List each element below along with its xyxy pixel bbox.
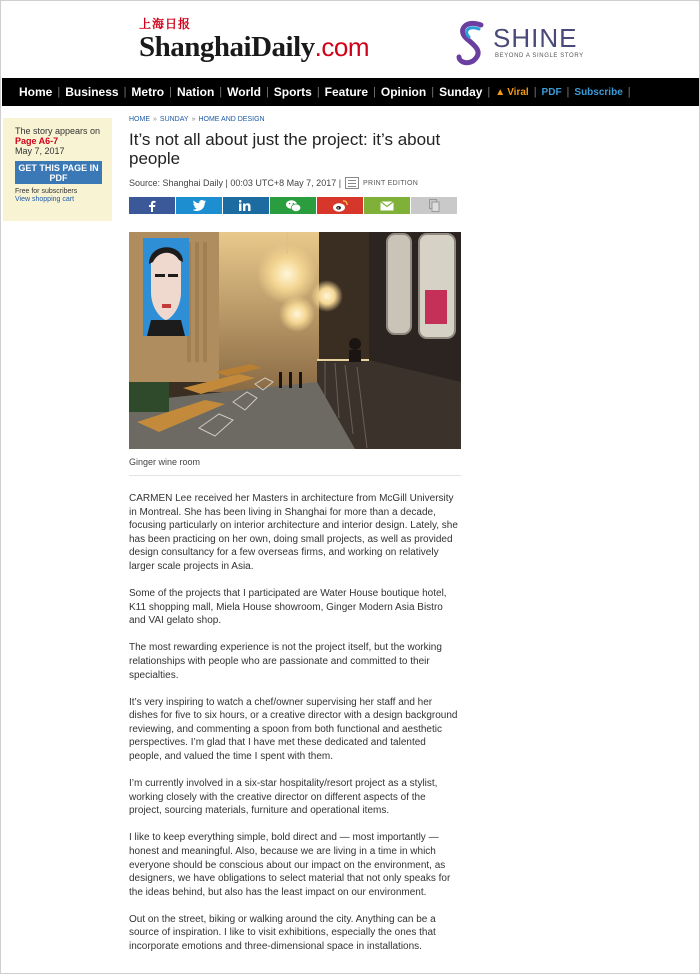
article-paragraph: CARMEN Lee received her Masters in architecture from McGill University in Montreal. She has been living in Shanghai for more than a decade, focusing particularly on interior architecture and interior design. Lately, she has been practicing on her own, doing small projects, as well as provided design consultancy for a few overseas firms, and working on relatively larger scale projects in Asia. (129, 493, 458, 572)
breadcrumb-home-and-design[interactable]: HOME AND DESIGN (198, 116, 265, 123)
nav-nation[interactable]: Nation (176, 85, 215, 99)
article (129, 115, 461, 967)
share-weibo-button[interactable] (317, 197, 363, 214)
shine-tagline: BEYOND A SINGLE STORY (495, 53, 584, 59)
nav-separator: | (57, 86, 61, 98)
logo-dotcom-text: .com (314, 32, 369, 62)
article-paragraph: It’s very inspiring to watch a chef/owner supervising her staff and her dishes for five to six hours, or a creative director with a design background reviewing, and commenting a spoon from both functional and aesthetic perspectives. I’m glad that I have met these dedicated and talented people, and valued the time I spent with them. (129, 696, 458, 762)
logo-wordmark (139, 32, 369, 62)
nav-feature[interactable]: Feature (324, 85, 369, 99)
logo-main-text: ShanghaiDaily (139, 31, 315, 63)
breadcrumb-separator: » (191, 116, 196, 123)
nav-separator: | (533, 86, 537, 98)
print-edition-link[interactable]: PRINT EDITION (363, 179, 419, 187)
subscribers-note: Free for subscribers (15, 188, 78, 195)
print-edition-icon[interactable] (345, 177, 359, 189)
share-facebook-button[interactable] (129, 197, 175, 214)
article-headline: It’s not all about just the project: it’s about people (129, 130, 441, 168)
shine-logo[interactable] (455, 17, 585, 67)
nav-business[interactable]: Business (65, 85, 119, 99)
wechat-icon (286, 200, 301, 212)
nav-separator: | (627, 86, 631, 98)
share-twitter-button[interactable] (176, 197, 222, 214)
nav-subscribe[interactable]: Subscribe (574, 86, 623, 98)
article-photo (129, 232, 461, 449)
breadcrumb-separator: » (153, 116, 157, 123)
share-wechat-button[interactable] (270, 197, 316, 214)
nav-separator: | (316, 86, 320, 98)
share-email-button[interactable] (364, 197, 410, 214)
linkedin-icon (239, 200, 253, 211)
masthead (1, 1, 700, 77)
email-icon (380, 201, 394, 211)
twitter-icon (193, 200, 206, 211)
nav-viral[interactable] (490, 87, 533, 98)
article-paragraph: Out on the street, biking or walking around the city. Anything can be a source of inspiration. I like to visit exhibitions, especially the ones that incorporate emotions and three-dimensional space in installations. (129, 913, 436, 953)
shine-s-icon (455, 17, 489, 67)
article-paragraph: I like to keep everything simple, bold direct and — most importantly — honest and meaningful. Also, because we are living in a time in which everyone should be conscious about our impact on the environment, as designers, we have obligations to select material that not only speaks for the ideas behind, but also has the least impact on our environment. (129, 832, 451, 898)
nav-sports[interactable]: Sports (273, 85, 312, 99)
article-paragraph: I’m currently involved in a six-star hospitality/resort project as a stylist, working closely with the creative director on different aspects of the project, sourcing materials, furniture and operational items. (129, 778, 438, 817)
wine-room-illustration (129, 232, 461, 449)
copy-icon (429, 199, 440, 212)
edition-date: May 7, 2017 (15, 146, 65, 156)
nav-separator: | (169, 86, 172, 98)
photo-caption: Ginger wine room (129, 457, 461, 476)
nav-world[interactable]: World (227, 85, 261, 99)
get-page-pdf-button[interactable]: GET THIS PAGE IN PDF (15, 161, 102, 184)
nav-separator: | (219, 86, 223, 98)
nav-viral-label: Viral (507, 86, 529, 98)
nav-metro[interactable]: Metro (131, 85, 165, 99)
nav-separator: | (566, 86, 570, 98)
story-appears-on-label: The story appears on (15, 126, 101, 136)
breadcrumb (129, 115, 461, 125)
article-body (129, 492, 461, 954)
nav-home[interactable]: Home (19, 85, 53, 99)
facebook-icon (147, 200, 157, 212)
nav-separator: | (431, 86, 435, 98)
nav-separator: | (265, 86, 269, 98)
shanghai-daily-logo[interactable] (139, 15, 369, 62)
nav-separator: | (373, 86, 376, 98)
fire-icon: ▲ (495, 86, 506, 98)
print-edition-sidebar (3, 118, 112, 221)
share-linkedin-button[interactable] (223, 197, 269, 214)
weibo-icon (333, 200, 348, 212)
breadcrumb-sunday[interactable]: SUNDAY (159, 116, 189, 123)
nav-separator: | (123, 86, 127, 98)
article-paragraph: The most rewarding experience is not the project itself, but the working relationships with people who are passionate and committed to their specialties. (129, 642, 442, 681)
page-number-link[interactable]: Page A6-7 (15, 136, 59, 146)
article-byline (129, 176, 461, 190)
logo-chinese-text: 上海日报 (139, 17, 192, 31)
breadcrumb-home[interactable]: HOME (129, 116, 150, 123)
article-paragraph: Some of the projects that I participated are Water House boutique hotel, K11 shopping mall, Miela House showroom, Ginger Modern Asia Bistro and VAI gelato shop. (129, 588, 447, 627)
share-bar (129, 197, 461, 214)
share-copy-button[interactable] (411, 197, 457, 214)
nav-sunday[interactable]: Sunday (439, 85, 483, 99)
shine-wordmark: SHINE (493, 23, 578, 53)
nav-opinion[interactable]: Opinion (380, 85, 427, 99)
nav-pdf[interactable]: PDF (541, 86, 562, 98)
view-cart-link[interactable]: View shopping cart (15, 196, 75, 203)
byline-text: Source: Shanghai Daily | 00:03 UTC+8 May 7, 2017 | (129, 178, 342, 188)
nav-separator: | (487, 86, 491, 98)
main-nav (2, 78, 700, 106)
